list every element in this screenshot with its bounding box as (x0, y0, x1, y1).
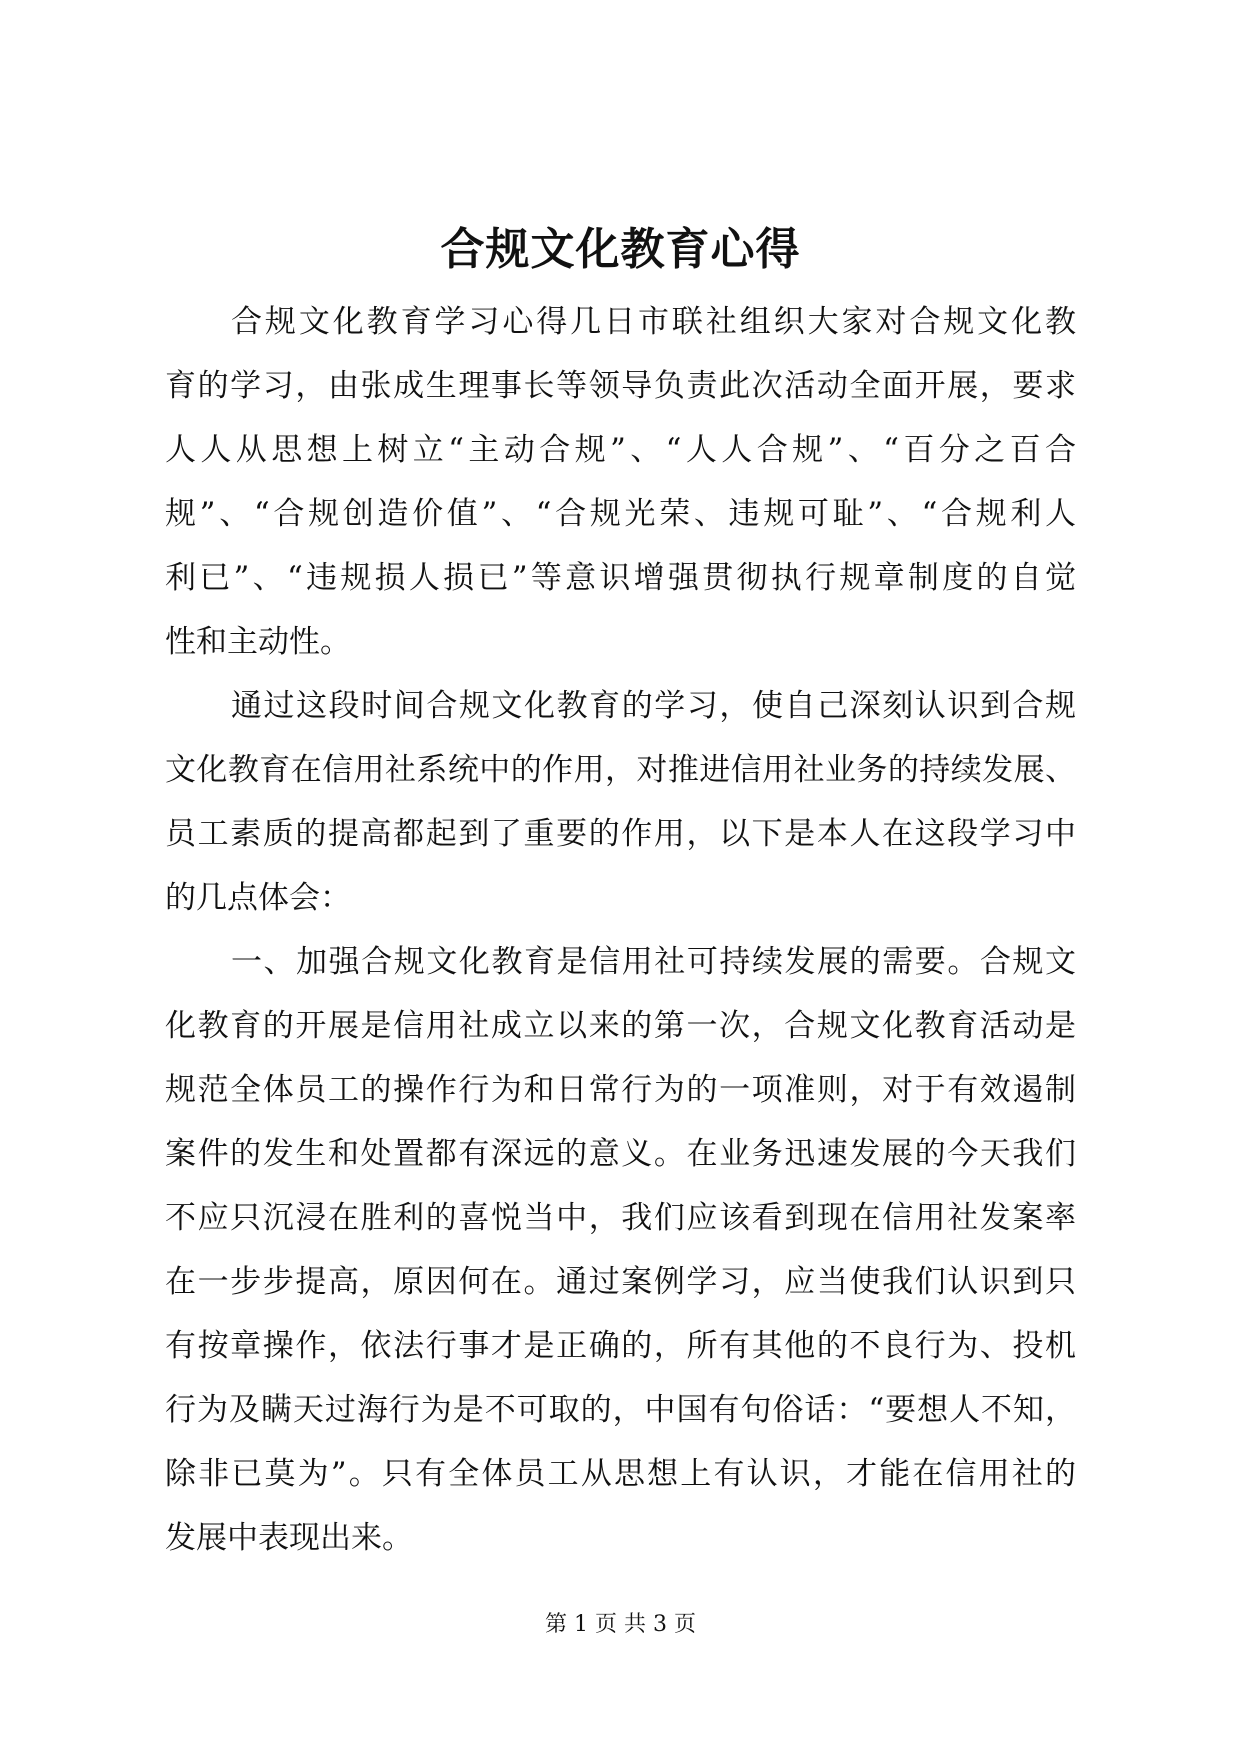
paragraph-line: 案件的发生和处置都有深远的意义。在业务迅速发展的今天我们 (165, 1136, 1076, 1172)
paragraph-line: 的几点体会： (165, 880, 351, 916)
paragraph-line: 发展中表现出来。 (165, 1520, 413, 1556)
paragraph-line: 规”、“合规创造价值”、“合规光荣、违规可耻”、“合规利人 (165, 496, 1076, 532)
paragraph-line: 性和主动性。 (165, 624, 351, 660)
document-body (165, 290, 1076, 1570)
paragraph-line: 除非已莫为”。只有全体员工从思想上有认识，才能在信用社的 (165, 1456, 1076, 1492)
paragraph-line: 合规文化教育学习心得几日市联社组织大家对合规文化教 (231, 304, 1076, 340)
paragraph-line: 员工素质的提高都起到了重要的作用，以下是本人在这段学习中 (165, 816, 1076, 852)
paragraph-3 (165, 930, 1076, 1570)
paragraph-line: 一、加强合规文化教育是信用社可持续发展的需要。合规文 (231, 944, 1076, 980)
paragraph-line: 利已”、“违规损人损已”等意识增强贯彻执行规章制度的自觉 (165, 560, 1076, 596)
paragraph-line: 不应只沉浸在胜利的喜悦当中，我们应该看到现在信用社发案率 (165, 1200, 1076, 1236)
paragraph-1 (165, 290, 1076, 674)
paragraph-line: 人人从思想上树立“主动合规”、“人人合规”、“百分之百合 (165, 432, 1076, 468)
paragraph-2 (165, 674, 1076, 930)
paragraph-line: 有按章操作，依法行事才是正确的，所有其他的不良行为、投机 (165, 1328, 1076, 1364)
paragraph-line: 育的学习，由张成生理事长等领导负责此次活动全面开展，要求 (165, 368, 1076, 404)
paragraph-line: 行为及瞒天过海行为是不可取的，中国有句俗话：“要想人不知， (165, 1392, 1076, 1428)
paragraph-line: 文化教育在信用社系统中的作用，对推进信用社业务的持续发展、 (165, 752, 1076, 788)
paragraph-line: 化教育的开展是信用社成立以来的第一次，合规文化教育活动是 (165, 1008, 1076, 1044)
document-title: 合规文化教育心得 (440, 224, 801, 275)
paragraph-line: 在一步步提高，原因何在。通过案例学习，应当使我们认识到只 (165, 1264, 1076, 1300)
paragraph-line: 通过这段时间合规文化教育的学习，使自己深刻认识到合规 (231, 688, 1076, 724)
paragraph-line: 规范全体员工的操作行为和日常行为的一项准则，对于有效遏制 (165, 1072, 1076, 1108)
page-number-footer: 第 1 页 共 3 页 (545, 1612, 696, 1637)
